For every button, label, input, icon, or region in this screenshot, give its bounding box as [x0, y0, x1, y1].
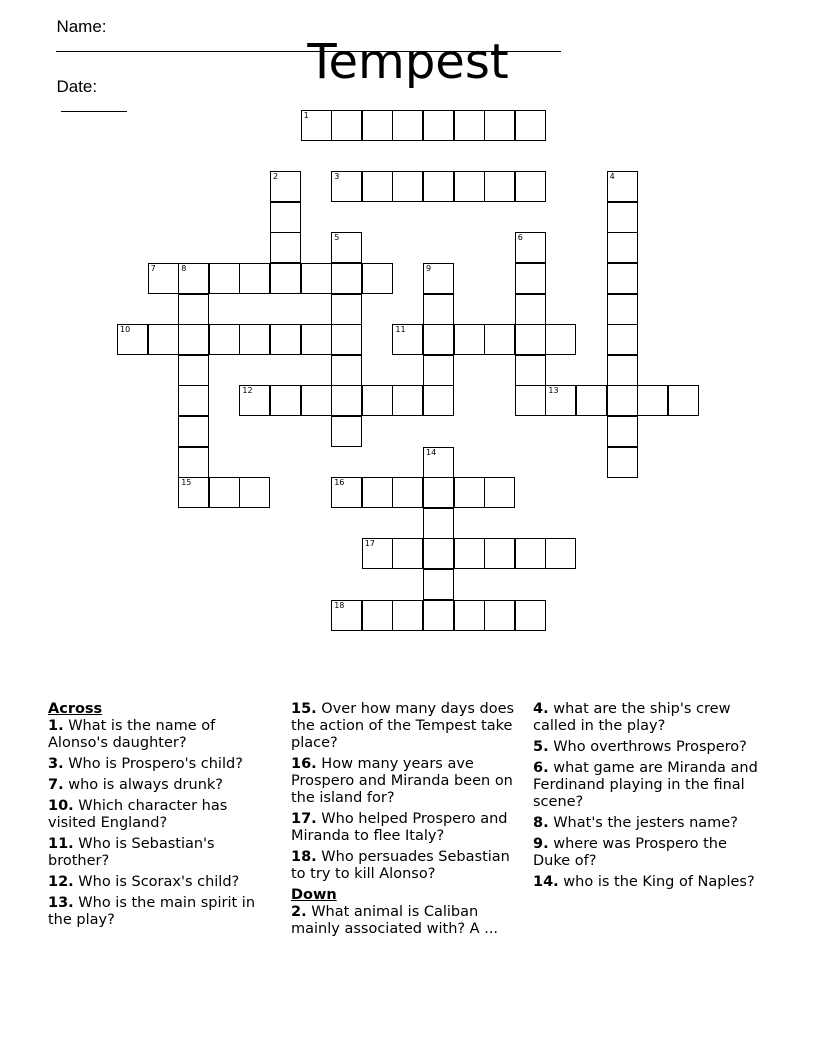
grid-cell[interactable]	[484, 538, 515, 569]
grid-cell[interactable]	[484, 324, 515, 355]
grid-cell[interactable]	[148, 324, 179, 355]
grid-cell[interactable]	[454, 171, 485, 202]
clue-number: 12.	[48, 874, 74, 890]
grid-cell[interactable]	[209, 477, 240, 508]
grid-cell[interactable]	[607, 202, 638, 233]
clue-text: Over how many days does the action of the Tempest take place?	[291, 701, 515, 751]
grid-cell[interactable]	[607, 355, 638, 386]
grid-cell[interactable]	[331, 171, 362, 202]
clue-text: Which character has visited England?	[48, 798, 228, 831]
grid-cell[interactable]	[301, 110, 332, 141]
grid-cell[interactable]	[178, 477, 209, 508]
clue-number: 17	[364, 539, 375, 549]
grid-cell[interactable]	[178, 294, 209, 325]
clue-number: 18	[334, 600, 345, 610]
grid-cell[interactable]	[576, 385, 607, 416]
clue-text: What is the name of Alonso's daughter?	[48, 718, 216, 751]
grid-cell[interactable]	[423, 447, 454, 478]
grid-cell[interactable]	[545, 324, 576, 355]
grid-cell[interactable]	[270, 385, 301, 416]
grid-cell[interactable]	[423, 355, 454, 386]
grid-cell[interactable]	[148, 263, 179, 294]
grid-cell[interactable]	[423, 294, 454, 325]
grid-cell[interactable]	[637, 385, 668, 416]
grid-cell[interactable]	[515, 294, 546, 325]
clue-number: 17.	[291, 811, 317, 827]
grid-cell[interactable]	[515, 355, 546, 386]
clue-number: 6.	[533, 760, 549, 776]
clue-item	[48, 798, 276, 832]
across-heading: Across	[48, 701, 103, 717]
clue-item	[48, 756, 276, 773]
clues-column-1	[48, 701, 276, 933]
grid-cell[interactable]	[607, 385, 638, 416]
grid-cell[interactable]	[423, 385, 454, 416]
grid-cell[interactable]	[484, 600, 515, 631]
grid-cell[interactable]	[331, 416, 362, 447]
grid-cell[interactable]	[423, 538, 454, 569]
grid-cell[interactable]	[331, 232, 362, 263]
grid-cell[interactable]	[331, 294, 362, 325]
grid-cell[interactable]	[301, 324, 332, 355]
clue-item	[533, 760, 765, 811]
grid-cell[interactable]	[423, 171, 454, 202]
clue-number: 10.	[48, 798, 74, 814]
grid-cell[interactable]	[454, 324, 485, 355]
clue-text: Who is Sebastian's brother?	[48, 836, 215, 869]
grid-cell[interactable]	[239, 477, 270, 508]
clue-text: Who is Prospero's child?	[63, 756, 243, 772]
grid-cell[interactable]	[362, 385, 393, 416]
grid-cell[interactable]	[331, 110, 362, 141]
grid-cell[interactable]	[423, 569, 454, 600]
clue-text: Who persuades Sebastian to try to kill Alonso?	[291, 849, 510, 882]
grid-cell[interactable]	[515, 385, 546, 416]
clue-number: 11.	[48, 836, 74, 852]
grid-cell[interactable]	[362, 110, 393, 141]
clue-item	[48, 874, 276, 891]
grid-cell[interactable]	[178, 416, 209, 447]
clue-number: 10	[120, 325, 131, 335]
grid-cell[interactable]	[423, 600, 454, 631]
date-label: Date:	[56, 77, 98, 96]
clue-number: 2.	[291, 904, 307, 920]
grid-cell[interactable]	[454, 538, 485, 569]
grid-cell[interactable]	[392, 324, 423, 355]
grid-cell[interactable]	[423, 508, 454, 539]
grid-cell[interactable]	[209, 263, 240, 294]
clue-item	[48, 777, 276, 794]
grid-cell[interactable]	[178, 385, 209, 416]
grid-cell[interactable]	[484, 171, 515, 202]
grid-cell[interactable]	[362, 600, 393, 631]
clue-number: 9.	[533, 836, 549, 852]
grid-cell[interactable]	[331, 385, 362, 416]
clue-number: 5.	[533, 739, 549, 755]
grid-cell[interactable]	[362, 263, 393, 294]
grid-cell[interactable]	[331, 477, 362, 508]
grid-cell[interactable]	[301, 263, 332, 294]
clue-number: 3	[334, 172, 340, 182]
clue-item	[48, 718, 276, 752]
clue-item	[533, 739, 765, 756]
grid-cell[interactable]	[239, 385, 270, 416]
clue-number: 2	[273, 172, 279, 182]
clue-number: 11	[395, 325, 406, 335]
grid-cell[interactable]	[515, 232, 546, 263]
grid-cell[interactable]	[607, 171, 638, 202]
grid-cell[interactable]	[239, 263, 270, 294]
clue-text: How many years ave Prospero and Miranda been on the island for?	[291, 756, 513, 806]
clue-number: 1.	[48, 718, 64, 734]
clue-number: 12	[242, 386, 253, 396]
clue-text: what game are Miranda and Ferdinand playing in the final scene?	[533, 760, 758, 810]
grid-cell[interactable]	[607, 232, 638, 263]
clue-number: 7.	[48, 777, 64, 793]
clue-number: 3.	[48, 756, 64, 772]
grid-cell[interactable]	[515, 263, 546, 294]
grid-cell[interactable]	[515, 600, 546, 631]
grid-cell[interactable]	[423, 110, 454, 141]
grid-cell[interactable]	[423, 477, 454, 508]
grid-cell[interactable]	[270, 263, 301, 294]
clue-item	[291, 904, 523, 938]
grid-cell[interactable]	[270, 171, 301, 202]
clue-text: What animal is Caliban mainly associated with? A ...	[291, 904, 499, 937]
clue-number: 14	[426, 447, 437, 457]
clues-column-3	[533, 701, 765, 895]
clue-item	[48, 836, 276, 870]
clue-number: 18.	[291, 849, 317, 865]
grid-cell[interactable]	[454, 110, 485, 141]
grid-cell[interactable]	[331, 324, 362, 355]
grid-cell[interactable]	[515, 110, 546, 141]
clue-text: what are the ship's crew called in the play?	[533, 701, 731, 734]
clue-item	[533, 815, 765, 832]
grid-cell[interactable]	[117, 324, 148, 355]
clue-number: 8.	[533, 815, 549, 831]
clue-item	[291, 701, 523, 752]
grid-cell[interactable]	[178, 263, 209, 294]
grid-cell[interactable]	[178, 324, 209, 355]
grid-cell[interactable]	[484, 110, 515, 141]
clue-number: 9	[426, 264, 432, 273]
clue-number: 13.	[48, 895, 74, 911]
clue-number: 13	[548, 386, 559, 396]
clue-text: where was Prospero the Duke of?	[533, 836, 727, 869]
clue-text: Who is Scorax's child?	[73, 874, 240, 890]
grid-cell[interactable]	[392, 477, 423, 508]
grid-cell[interactable]	[331, 600, 362, 631]
grid-cell[interactable]	[423, 263, 454, 294]
clue-number: 16.	[291, 756, 317, 772]
clue-item	[533, 874, 765, 891]
grid-cell[interactable]	[392, 538, 423, 569]
clue-text: Who helped Prospero and Miranda to flee Italy?	[291, 811, 508, 844]
grid-cell[interactable]	[209, 324, 240, 355]
grid-cell[interactable]	[545, 538, 576, 569]
grid-cell[interactable]	[178, 355, 209, 386]
clues-column-2	[291, 701, 523, 942]
clue-number: 4	[609, 172, 615, 182]
grid-cell[interactable]	[270, 324, 301, 355]
clue-item	[291, 756, 523, 807]
grid-cell[interactable]	[270, 232, 301, 263]
grid-cell[interactable]	[239, 324, 270, 355]
clue-number: 4.	[533, 701, 549, 717]
clue-number: 16	[334, 478, 345, 488]
clue-text: who is the King of Naples?	[558, 874, 755, 890]
page-title: Tempest	[307, 34, 509, 90]
grid-cell[interactable]	[362, 538, 393, 569]
grid-cell[interactable]	[515, 171, 546, 202]
clue-text: What's the jesters name?	[548, 815, 738, 831]
grid-cell[interactable]	[607, 416, 638, 447]
clue-item	[291, 849, 523, 883]
clue-number: 15	[181, 478, 192, 488]
clue-number: 1	[303, 111, 309, 120]
grid-cell[interactable]	[607, 263, 638, 294]
grid-cell[interactable]	[515, 324, 546, 355]
clue-number: 5	[334, 233, 340, 243]
grid-cell[interactable]	[178, 447, 209, 478]
grid-cell[interactable]	[270, 202, 301, 233]
clue-text: Who overthrows Prospero?	[548, 739, 747, 755]
grid-cell[interactable]	[484, 477, 515, 508]
grid-cell[interactable]	[607, 324, 638, 355]
clue-item	[533, 836, 765, 870]
grid-cell[interactable]	[607, 447, 638, 478]
grid-cell[interactable]	[301, 385, 332, 416]
clue-number: 15.	[291, 701, 317, 717]
clue-item	[48, 895, 276, 929]
grid-cell[interactable]	[454, 477, 485, 508]
grid-cell[interactable]	[515, 538, 546, 569]
grid-cell[interactable]	[423, 324, 454, 355]
clue-number: 8	[181, 264, 187, 273]
clue-item	[533, 701, 765, 735]
clue-number: 14.	[533, 874, 559, 890]
grid-cell[interactable]	[362, 477, 393, 508]
grid-cell[interactable]	[545, 385, 576, 416]
grid-cell[interactable]	[392, 600, 423, 631]
grid-cell[interactable]	[331, 263, 362, 294]
down-heading: Down	[291, 887, 337, 903]
clue-number: 7	[150, 264, 156, 273]
clue-item	[291, 811, 523, 845]
grid-cell[interactable]	[607, 294, 638, 325]
grid-cell[interactable]	[362, 171, 393, 202]
grid-cell[interactable]	[668, 385, 699, 416]
clue-number: 6	[517, 233, 523, 243]
clue-text: who is always drunk?	[63, 777, 223, 793]
grid-cell[interactable]	[392, 385, 423, 416]
name-label: Name:	[56, 17, 107, 36]
grid-cell[interactable]	[392, 110, 423, 141]
clue-text: Who is the main spirit in the play?	[48, 895, 256, 928]
grid-cell[interactable]	[331, 355, 362, 386]
grid-cell[interactable]	[392, 171, 423, 202]
grid-cell[interactable]	[454, 600, 485, 631]
